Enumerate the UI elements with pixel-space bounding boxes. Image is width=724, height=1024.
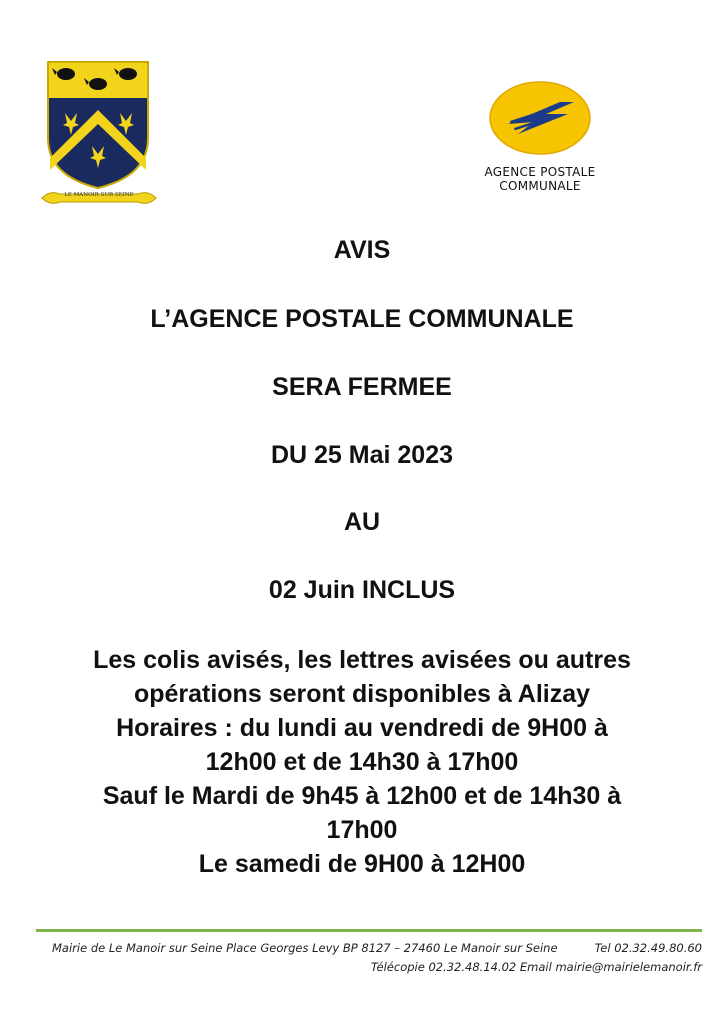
notice-status: SERA FERMEE xyxy=(272,373,452,401)
details-line: 17h00 xyxy=(326,816,398,844)
footer-fax-email: Télécopie 02.32.48.14.02 Email mairie@mairielemanoir.fr xyxy=(370,960,702,974)
notice-from-date: DU 25 Mai 2023 xyxy=(270,441,454,469)
notice-to-word: AU xyxy=(343,508,381,536)
post-caption xyxy=(460,165,620,193)
post-caption-line2: COMMUNALE xyxy=(499,179,581,193)
details-line: Le samedi de 9H00 à 12H00 xyxy=(198,850,526,878)
notice-until-date: 02 Juin INCLUS xyxy=(268,576,456,604)
details-line: Les colis avisés, les lettres avisées ou autres xyxy=(93,646,631,674)
details-line: opérations seront disponibles à Alizay xyxy=(133,680,591,708)
details-line: Sauf le Mardi de 9h45 à 12h00 et de 14h30 à xyxy=(102,782,622,810)
footer-divider xyxy=(36,929,702,932)
footer-line-2 xyxy=(52,960,702,974)
details-block xyxy=(30,643,694,881)
la-poste-logo xyxy=(488,80,592,160)
details-line: Horaires : du lundi au vendredi de 9H00 à xyxy=(116,714,608,742)
crest-motto: LE MANOIR SUR SEINE xyxy=(64,192,134,198)
footer-address: Mairie de Le Manoir sur Seine Place Georges Levy BP 8127 – 27460 Le Manoir sur Seine xyxy=(52,941,558,955)
notice-subject: L’AGENCE POSTALE COMMUNALE xyxy=(150,305,574,333)
notice-title: AVIS xyxy=(333,236,391,264)
footer-tel: Tel 02.32.49.80.60 xyxy=(594,941,702,955)
coat-of-arms-logo xyxy=(40,58,158,208)
post-caption-line1: AGENCE POSTALE xyxy=(484,165,596,179)
details-line: 12h00 et de 14h30 à 17h00 xyxy=(205,748,519,776)
